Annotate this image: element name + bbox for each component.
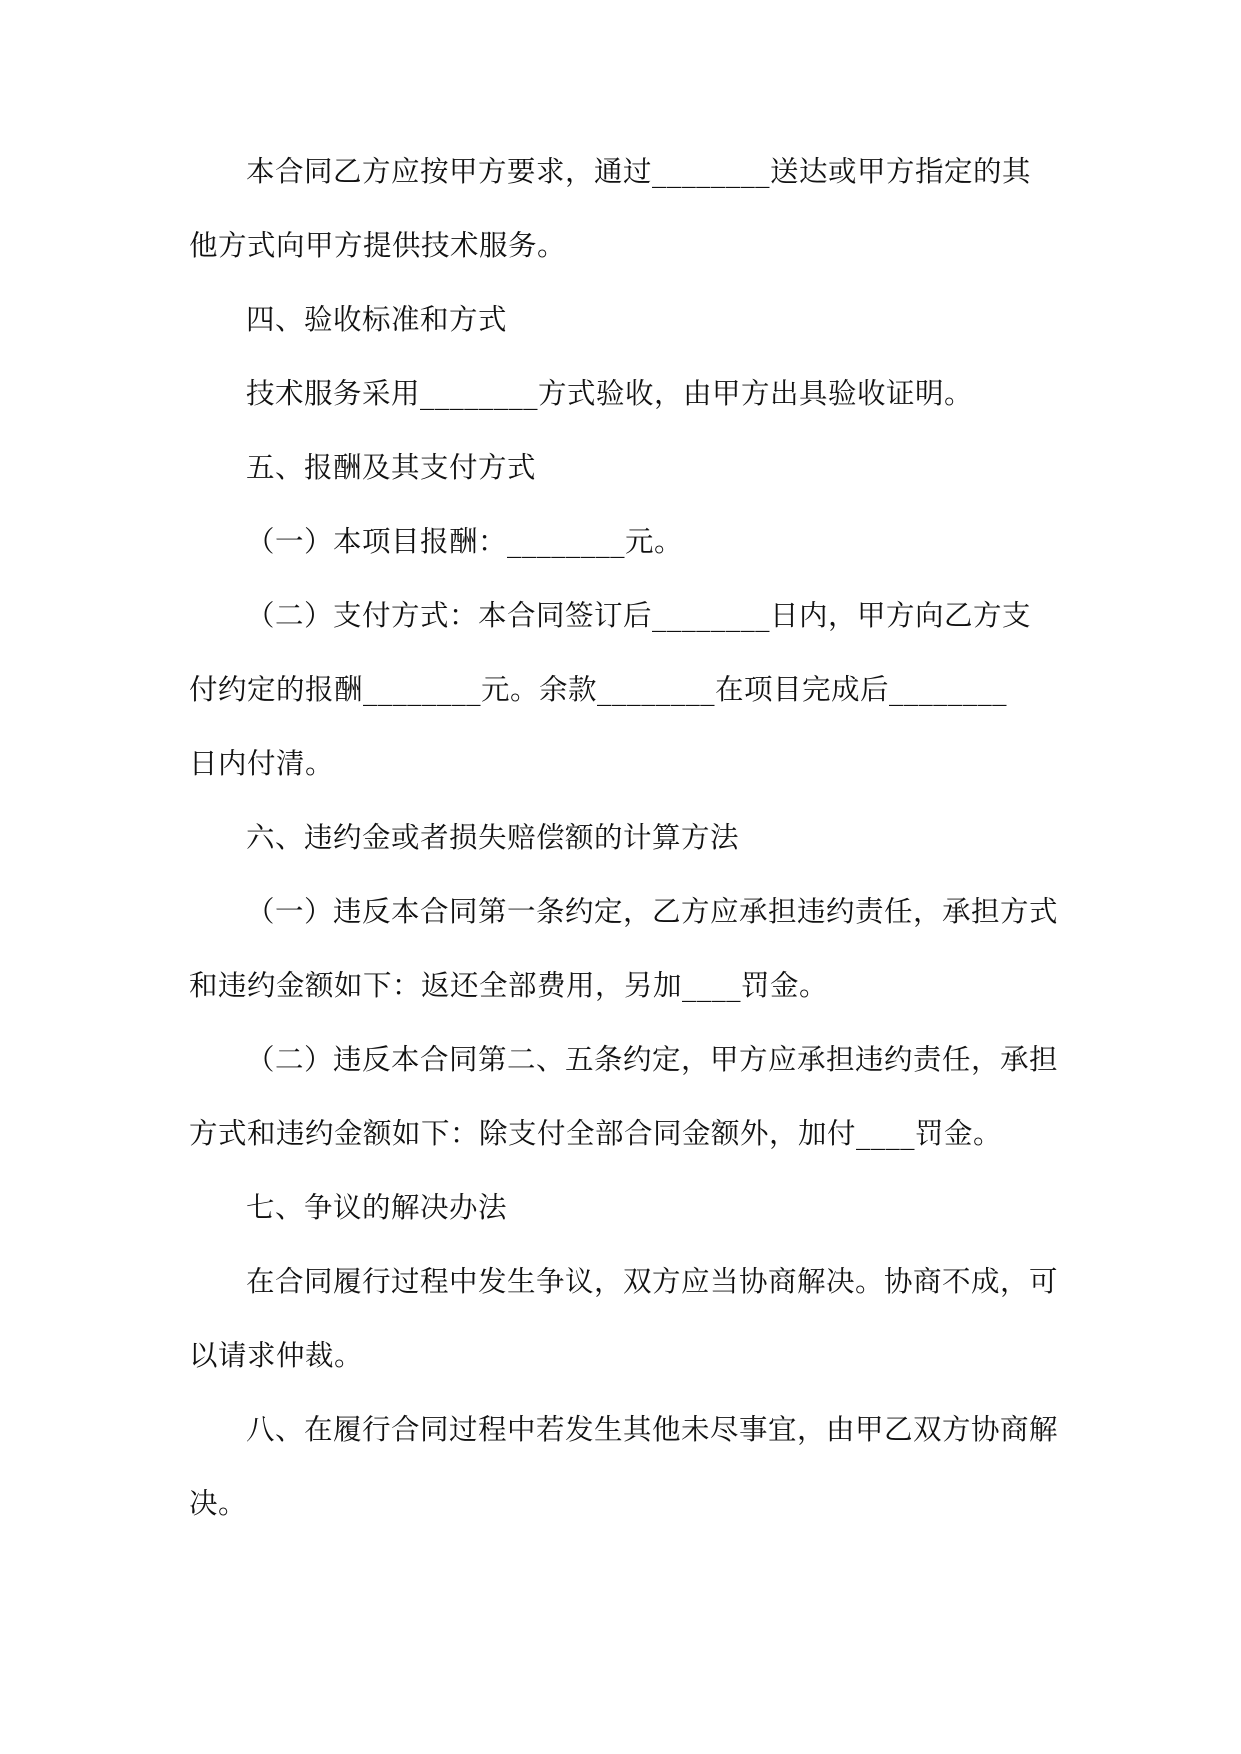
- section-heading-acceptance: 四、验收标准和方式: [246, 303, 508, 336]
- paragraph-delivery-line-1: 本合同乙方应按甲方要求，通过________送达或甲方指定的其: [246, 155, 1032, 188]
- paragraph-dispute-line-2: 以请求仲裁。: [189, 1339, 364, 1372]
- paragraph-penalty-2-line-1: （二）违反本合同第二、五条约定，甲方应承担违约责任，承担: [246, 1043, 1059, 1076]
- section-heading-other-matters-line-2: 决。: [189, 1487, 248, 1520]
- paragraph-payment-method-line-2: 付约定的报酬________元。余款________在项目完成后________: [189, 673, 1008, 706]
- paragraph-penalty-1-line-1: （一）违反本合同第一条约定，乙方应承担违约责任，承担方式: [246, 895, 1059, 928]
- paragraph-payment-amount: （一）本项目报酬：________元。: [246, 525, 684, 558]
- paragraph-penalty-1-line-2: 和违约金额如下：返还全部费用，另加____罚金。: [189, 969, 829, 1002]
- paragraph-payment-method-line-3: 日内付清。: [189, 747, 335, 780]
- paragraph-dispute-line-1: 在合同履行过程中发生争议，双方应当协商解决。协商不成，可: [246, 1265, 1059, 1298]
- section-heading-other-matters-line-1: 八、在履行合同过程中若发生其他未尽事宜，由甲乙双方协商解: [246, 1413, 1059, 1446]
- paragraph-acceptance: 技术服务采用________方式验收，由甲方出具验收证明。: [246, 377, 974, 410]
- paragraph-delivery-line-2: 他方式向甲方提供技术服务。: [189, 229, 567, 262]
- paragraph-payment-method-line-1: （二）支付方式：本合同签订后________日内，甲方向乙方支: [246, 599, 1032, 632]
- paragraph-penalty-2-line-2: 方式和违约金额如下：除支付全部合同金额外，加付____罚金。: [189, 1117, 1003, 1150]
- section-heading-payment: 五、报酬及其支付方式: [246, 451, 537, 484]
- section-heading-penalty: 六、违约金或者损失赔偿额的计算方法: [246, 821, 740, 854]
- section-heading-dispute: 七、争议的解决办法: [246, 1191, 508, 1224]
